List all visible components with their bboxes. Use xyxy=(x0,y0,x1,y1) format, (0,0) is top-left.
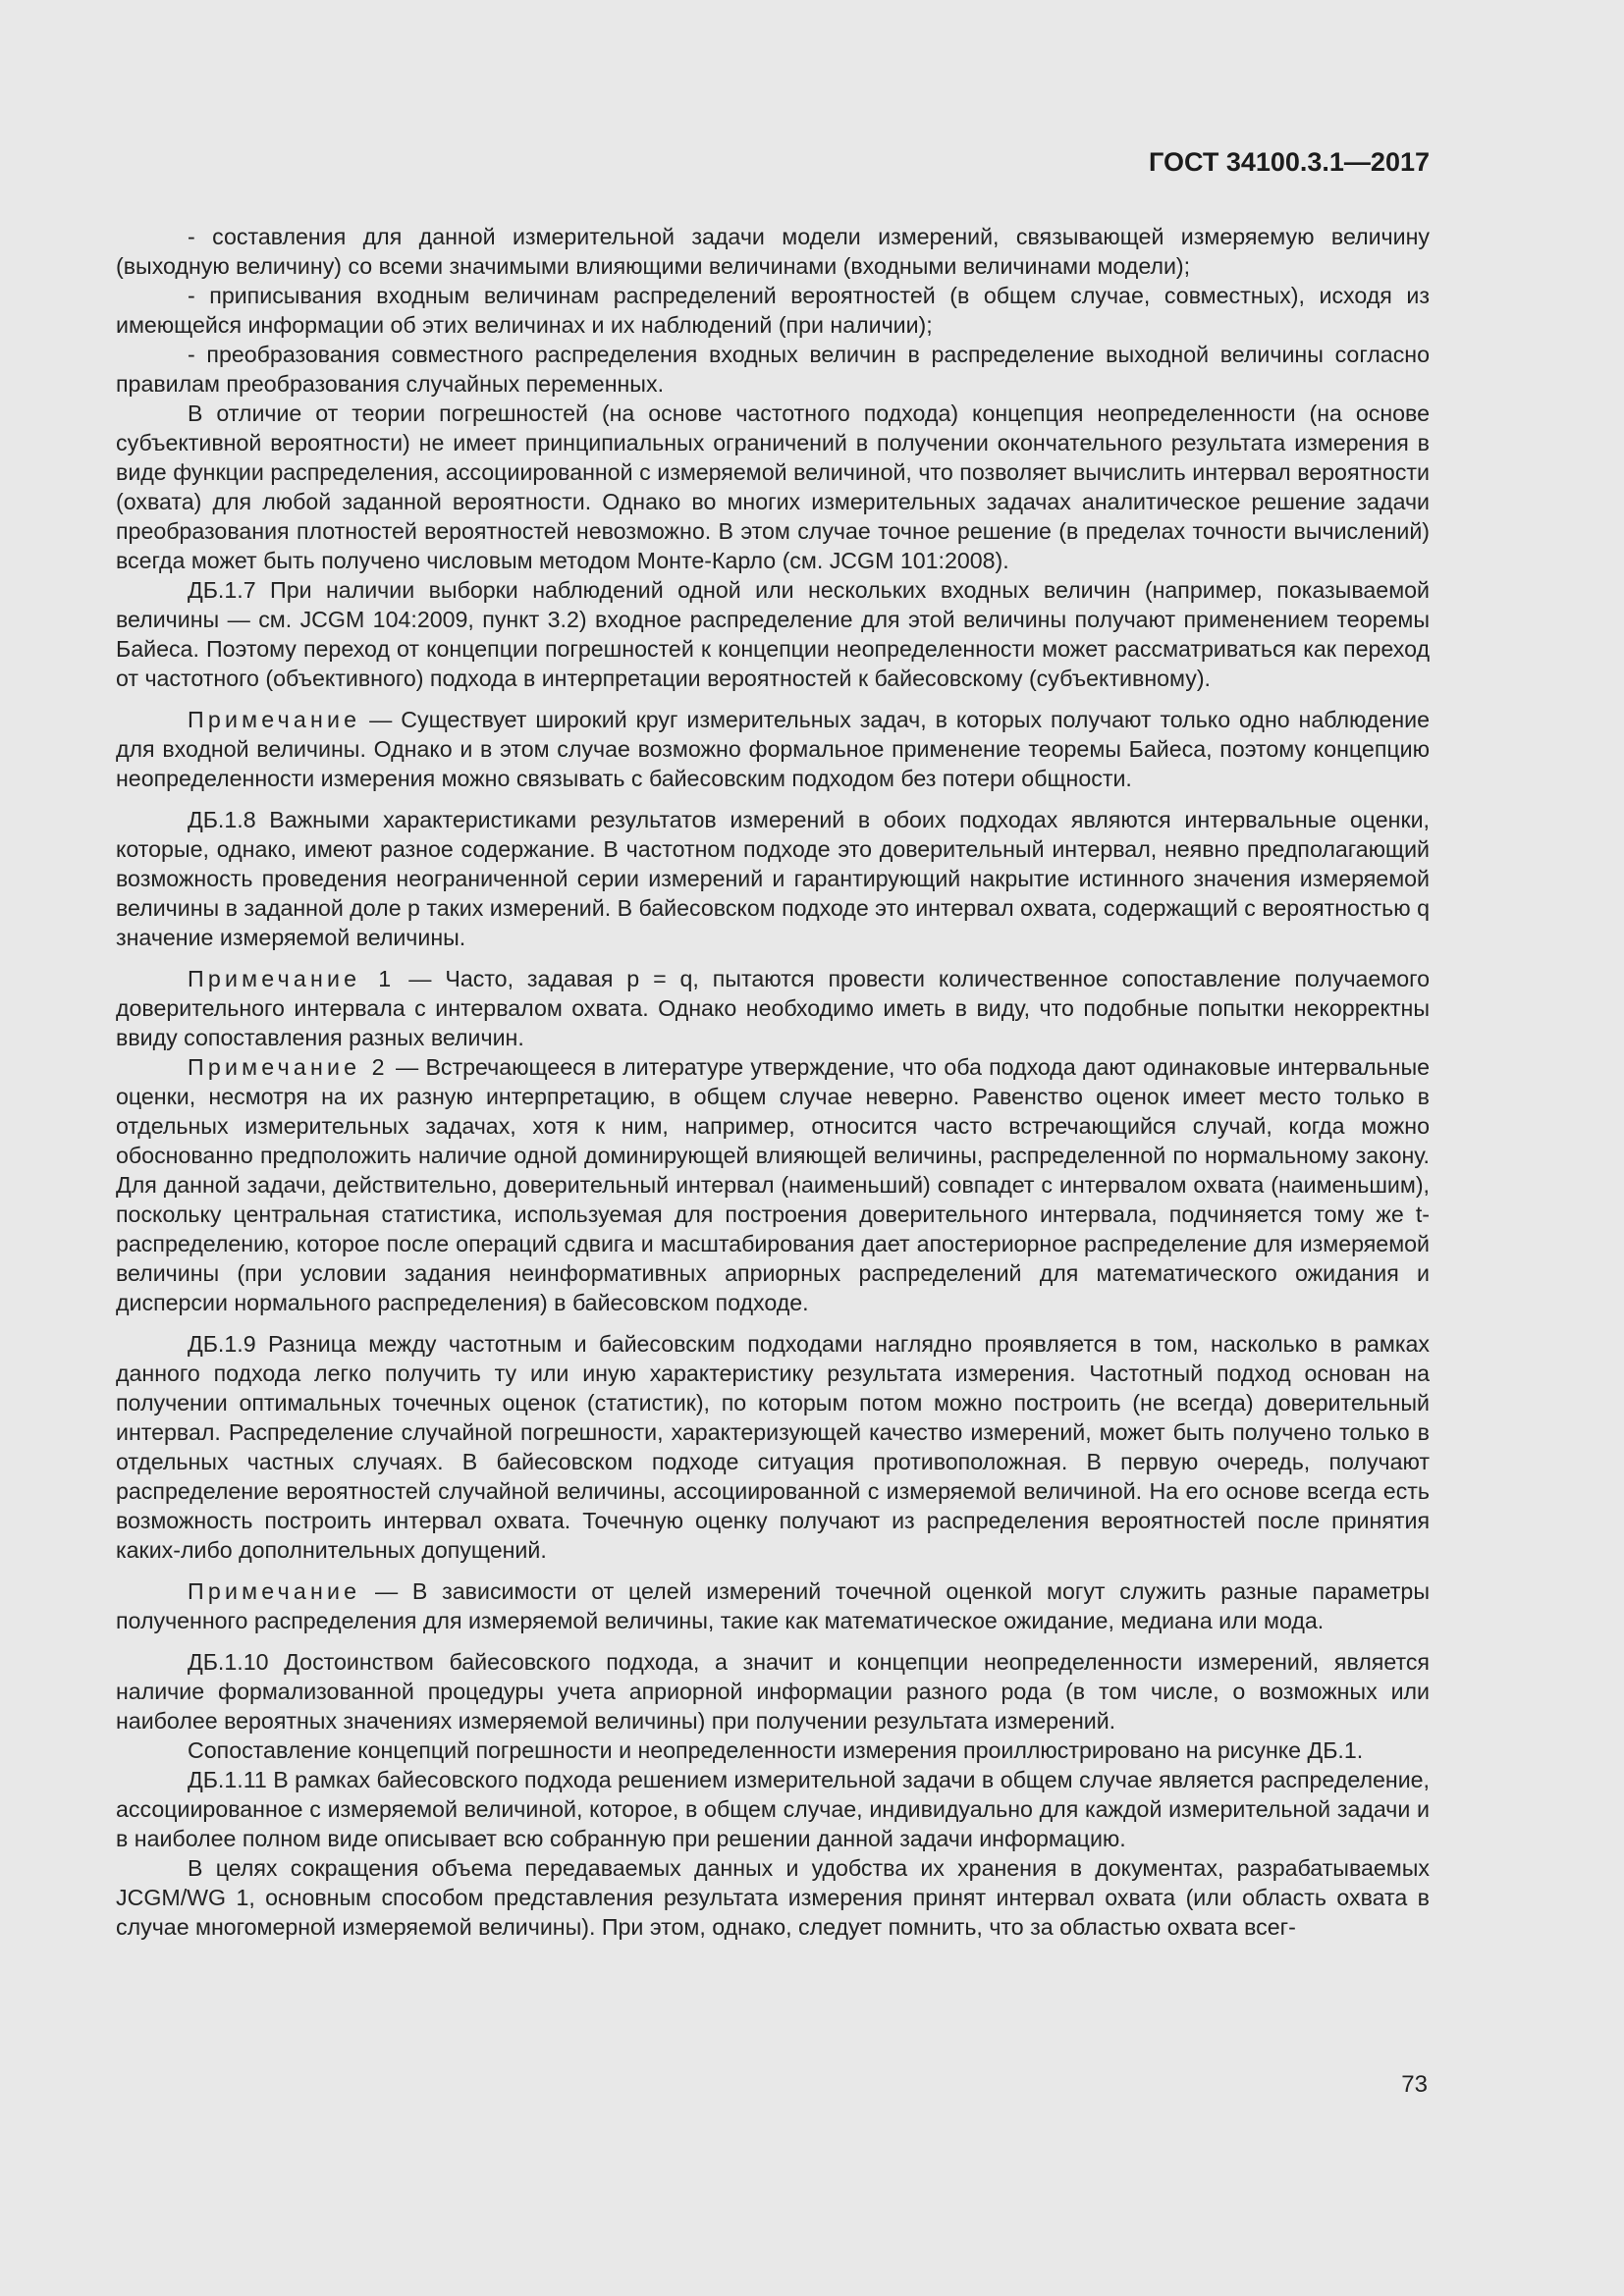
list-item: - преобразования совместного распределения входных величин в распределение выходной величины согласно правилам преобразования случайных переменных. xyxy=(116,342,1430,397)
note-1 xyxy=(116,964,1430,1052)
section-db-1-7: ДБ.1.7 При наличии выборки наблюдений одной или нескольких входных величин (например, показываемой величины — см. JCGM 104:2009, пункт 3.2) входное распределение для этой величины получают применением теоремы Байеса. Поэтому переход от концепции погрешностей к концепции неопределенности может рассматриваться как переход от частотного (объективного) подхода в интерпретации вероятностей к байесовскому (субъективному). xyxy=(116,577,1430,691)
note xyxy=(116,1576,1430,1635)
note-text: — В зависимости от целей измерений точечной оценкой могут служить разные параметры полученного распределения для измеряемой величины, такие как математическое ожидание, медиана или мода. xyxy=(116,1578,1430,1633)
note-label: Примечание xyxy=(188,707,361,732)
paragraph: В отличие от теории погрешностей (на основе частотного подхода) концепция неопределенности (на основе субъективной вероятности) не имеет принципиальных ограничений в получении окончательного результата измерения в виде функции распределения, ассоциированной с измеряемой величиной, что позволяет вычислить интервал вероятности (охвата) для любой заданной вероятности. Однако во многих измерительных задачах аналитическое решение задачи преобразования плотностей вероятностей невозможно. В этом случае точное решение (в пределах точности вычислений) всегда может быть получено числовым методом Монте-Карло (см. JCGM 101:2008). xyxy=(116,400,1430,573)
paragraph: В целях сокращения объема передаваемых данных и удобства их хранения в документах, разрабатываемых JCGM/WG 1, основным способом представления результата измерения принят интервал охвата (или область охвата в случае многомерной измеряемой величины). При этом, однако, следует помнить, что за областью охвата всег- xyxy=(116,1855,1430,1940)
section-db-1-8: ДБ.1.8 Важными характеристиками результатов измерений в обоих подходах являются интервальные оценки, которые, однако, имеют разное содержание. В частотном подходе это доверительный интервал, неявно предполагающий возможность проведения неограниченной серии измерений и гарантирующий накрытие истинного значения измеряемой величины в заданной доле p таких измерений. В байесовском подходе это интервал охвата, содержащий с вероятностью q значение измеряемой величины. xyxy=(116,807,1430,950)
document-body xyxy=(116,222,1430,1942)
note-text: — Существует широкий круг измерительных задач, в которых получают только одно наблюдение для входной величины. Однако и в этом случае возможно формальное применение теоремы Байеса, поэтому концепцию неопределенности измерения можно связывать с байесовским подходом без потери общности. xyxy=(116,707,1430,791)
list-item: - приписывания входным величинам распределений вероятностей (в общем случае, совместных), исходя из имеющейся информации об этих величинах и их наблюдений (при наличии); xyxy=(116,283,1430,338)
section-db-1-9: ДБ.1.9 Разница между частотным и байесовским подходами наглядно проявляется в том, насколько в рамках данного подхода легко получить ту или иную характеристику результата измерения. Частотный подход основан на получении оптимальных точечных оценок (статистик), по которым потом можно построить (не всегда) доверительный интервал. Распределение случайной погрешности, характеризующей качество измерений, может быть получено только в отдельных частных случаях. В байесовском подходе ситуация противоположная. В первую очередь, получают распределение вероятностей случайной величины, ассоциированной с измеряемой величиной. На его основе всегда есть возможность построить интервал охвата. Точечную оценку получают из распределения вероятностей после принятия каких-либо дополнительных допущений. xyxy=(116,1331,1430,1563)
note-text: — Часто, задавая p = q, пытаются провести количественное сопоставление получаемого доверительного интервала с интервалом охвата. Однако необходимо иметь в виду, что подобные попытки некорректны ввиду сопоставления разных величин. xyxy=(116,966,1430,1050)
note-2 xyxy=(116,1052,1430,1317)
note-text: — Встречающееся в литературе утверждение, что оба подхода дают одинаковые интервальные оценки, несмотря на их разную интерпретацию, в общем случае неверно. Равенство оценок имеет место только в отдельных измерительных задачах, хотя к ним, например, относится часто встречающийся случай, когда можно обоснованно предположить наличие одной доминирующей влияющей величины, распределенной по нормальному закону. Для данной задачи, действительно, доверительный интервал (наименьший) совпадет с интервалом охвата (наименьшим), поскольку центральная статистика, используемая для построения доверительного интервала, подчиняется тому же t-распределению, которое после операций сдвига и масштабирования дает апостериорное распределение для измеряемой величины (при условии задания неинформативных априорных распределений для математического ожидания и дисперсии нормального распределения) в байесовском подходе. xyxy=(116,1054,1431,1315)
section-db-1-11: ДБ.1.11 В рамках байесовского подхода решением измерительной задачи в общем случае является распределение, ассоциированное с измеряемой величиной, которое, в общем случае, индивидуально для каждой измерительной задачи и в наиболее полном виде описывает всю собранную при решении данной задачи информацию. xyxy=(116,1767,1430,1851)
note-label: Примечание 1 xyxy=(188,966,396,991)
page-number: 73 xyxy=(1401,2071,1428,2098)
note-label: Примечание xyxy=(188,1578,361,1604)
note-label: Примечание 2 xyxy=(188,1054,389,1080)
list-item: - составления для данной измерительной задачи модели измерений, связывающей измеряемую величину (выходную величину) со всеми значимыми влияющими величинами (входными величинами модели); xyxy=(116,224,1430,279)
paragraph: Сопоставление концепций погрешности и неопределенности измерения проиллюстрировано на рисунке ДБ.1. xyxy=(188,1737,1364,1763)
section-db-1-10: ДБ.1.10 Достоинством байесовского подхода, а значит и концепции неопределенности измерений, является наличие формализованной процедуры учета априорной информации разного рода (в том числе, о возможных или наиболее вероятных значениях измеряемой величины) при получении результата измерений. xyxy=(116,1649,1430,1734)
note xyxy=(116,705,1430,793)
document-header: ГОСТ 34100.3.1—2017 xyxy=(1149,147,1430,177)
